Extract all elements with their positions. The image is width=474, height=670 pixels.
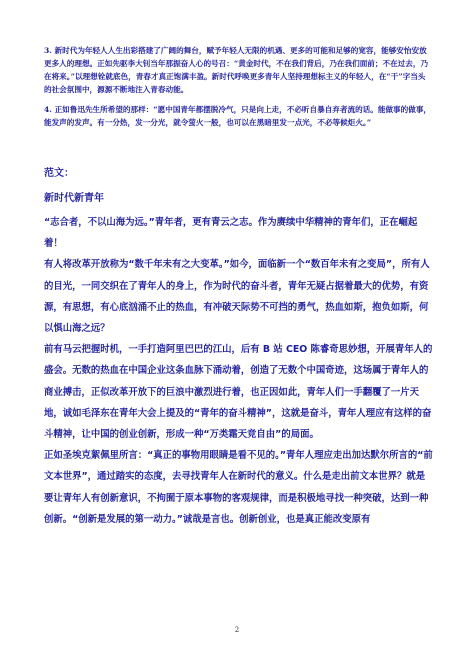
notes-section [44,44,432,136]
essay-paragraph-1: “志合者，不以山海为远。”青年者，更有青云之志。作为赓续中华精神的青年们，正在崛起着！ [44,217,418,250]
note-item-4: 4. 正如鲁迅先生所希望的那样：“愿中国青年都摆脱冷气，只是向上走，不必听自暴自弃者流的话。能做事的做事，能发声的发声。有一分热，发一分光，就令萤火一般，也可以在黑暗里发一点光，不必等候炬火。” [44,105,432,127]
essay-title: 新时代新青年 [44,193,104,204]
essay-paragraph-2: 有人将改革开放称为“数千年未有之大变革。”如今，面临新一个“数百年未有之变局”，所有人的目光，一同交织在了青年人的身上，作为时代的奋斗者，青年无疑占据着最大的优势，有资源，有思想，有心底汹涌不止的热血，有冲破天际势不可挡的勇气，热血如斯，抱负如斯，何以惧山海之远？ [44,259,430,335]
essay-paragraph-4: 正如圣埃克絮佩里所言：“真正的事物用眼睛是看不见的。”青年人理应走出加达默尔所言的“前文本世界”，通过踏实的态度，去寻找青年人在新时代的意义。什么是走出前文本世界？就是要让青年人有创新意识，不拘囿于原本事物的客观规律，而是积极地寻找一种突破，达到一种创新。“创新是发展的第一动力。”诚哉是言也。创新创业，也是真正能改变原有 [44,450,433,525]
note-item-3: 3. 新时代为年轻人人生出彩搭建了广阔的舞台，赋予年轻人无限的机遇、更多的可能和足够的宽容，能够安怡安放更多人的理想。正如先驱李大钊当年那振奋人心的号召：“黄金时代，不在我们背后，乃在我们面前；不在过去，乃在将来。”以理想铨就底色，青春才真正饱满丰盈。新时代呼唤更多青年人坚持理想标主义的年轻人，在“干”字当头的社会氛围中，源源不断地注入青春动能。 [44,46,429,94]
page-number: 2 [234,626,240,634]
essay-body [44,212,434,530]
section-label: 范文： [44,168,74,179]
essay-paragraph-3: 前有马云把握时机，一手打造阿里巴巴的江山，后有 B 站 CEO 陈睿奇思妙想，开展青年人的盛会。无数的热血在中国企业这条血脉下涌动着，创造了无数个中国奇迹，这场属于青年人的商业搏击，正似改革开放下的巨浪中激烈进行着，也正因如此，青年人们一手翻覆了一片天地，诚如毛泽东在青年大会上提及的“青年的奋斗精神”，这就是奋斗，青年人理应有这样的奋斗精神，让中国的创业创新，形成一种“万类霜天竞自由”的局面。 [44,344,433,441]
